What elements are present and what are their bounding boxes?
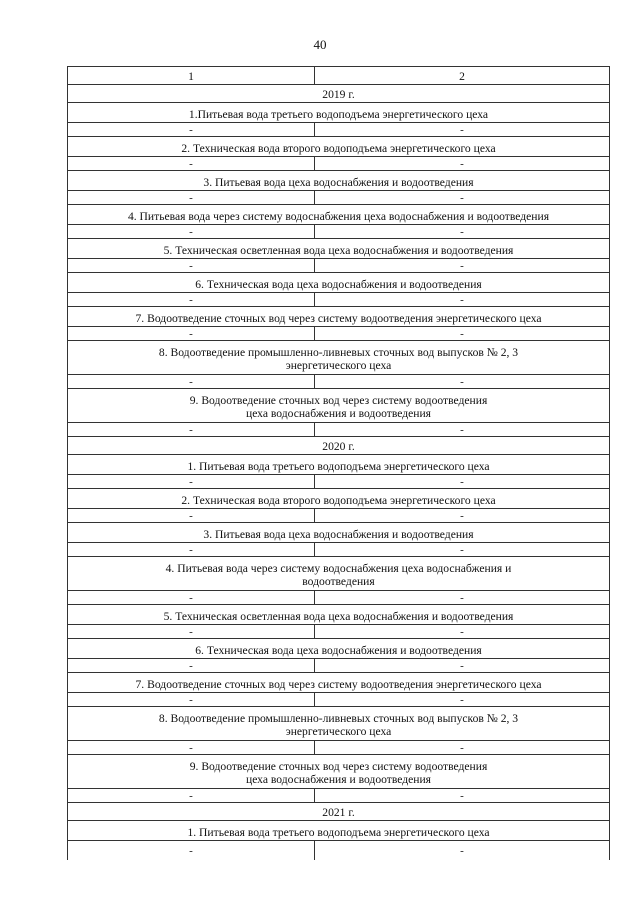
value-cell-column-2: - <box>315 475 610 489</box>
section-heading-row <box>68 639 610 659</box>
section-heading-line-1: 4. Питьевая вода через систему водоснабжения цеха водоснабжения и <box>165 562 512 575</box>
section-heading <box>68 389 610 423</box>
value-row <box>68 693 610 707</box>
value-cell-column-2: - <box>315 123 610 137</box>
table-body <box>68 67 610 861</box>
section-heading <box>68 707 610 741</box>
year-row <box>68 437 610 455</box>
value-row <box>68 625 610 639</box>
page-number: 40 <box>313 37 327 52</box>
value-cell-column-1: - <box>68 293 315 307</box>
section-heading-line-2: цеха водоснабжения и водоотведения <box>245 773 432 786</box>
section-heading: 1. Питьевая вода третьего водоподъема энергетического цеха <box>68 455 610 475</box>
value-cell-column-1: - <box>68 841 315 861</box>
column-number-row <box>68 67 610 85</box>
value-row <box>68 841 610 861</box>
section-heading-line-2: энергетического цеха <box>285 725 392 738</box>
section-heading: 5. Техническая осветленная вода цеха водоснабжения и водоотведения <box>68 239 610 259</box>
section-heading: 1. Питьевая вода третьего водоподъема энергетического цеха <box>68 821 610 841</box>
section-heading-line-1: 8. Водоотведение промышленно-ливневых сточных вод выпусков № 2, 3 <box>158 712 519 725</box>
section-heading-line-2: цеха водоснабжения и водоотведения <box>245 407 432 420</box>
value-cell-column-2: - <box>315 375 610 389</box>
value-cell-column-2: - <box>315 293 610 307</box>
section-heading-line-2: энергетического цеха <box>285 359 392 372</box>
value-cell-column-1: - <box>68 475 315 489</box>
value-cell-column-2: - <box>315 625 610 639</box>
section-heading-row <box>68 307 610 327</box>
year-row <box>68 803 610 821</box>
section-heading: 4. Питьевая вода через систему водоснабжения цеха водоснабжения и водоотведения <box>68 205 610 225</box>
value-cell-column-2: - <box>315 327 610 341</box>
value-cell-column-2: - <box>315 423 610 437</box>
document-table <box>67 66 610 860</box>
value-row <box>68 191 610 205</box>
value-cell-column-2: - <box>315 259 610 273</box>
value-row <box>68 509 610 523</box>
section-heading-line-2: водоотведения <box>302 575 375 588</box>
year-label: 2021 г. <box>68 803 610 821</box>
value-cell-column-2: - <box>315 659 610 673</box>
year-label: 2020 г. <box>68 437 610 455</box>
section-heading-row <box>68 673 610 693</box>
value-cell-column-1: - <box>68 543 315 557</box>
value-cell-column-1: - <box>68 225 315 239</box>
value-cell-column-2: - <box>315 841 610 861</box>
section-heading-row <box>68 489 610 509</box>
section-heading: 7. Водоотведение сточных вод через систему водоотведения энергетического цеха <box>68 673 610 693</box>
value-cell-column-1: - <box>68 789 315 803</box>
value-cell-column-1: - <box>68 327 315 341</box>
section-heading: 2. Техническая вода второго водоподъема энергетического цеха <box>68 489 610 509</box>
value-cell-column-1: - <box>68 659 315 673</box>
value-row <box>68 259 610 273</box>
section-heading-line-1: 8. Водоотведение промышленно-ливневых сточных вод выпусков № 2, 3 <box>158 346 519 359</box>
section-heading-row <box>68 557 610 591</box>
value-row <box>68 327 610 341</box>
value-cell-column-1: - <box>68 191 315 205</box>
value-row <box>68 123 610 137</box>
section-heading-row <box>68 137 610 157</box>
column-number-2: 2 <box>315 67 610 85</box>
section-heading-row <box>68 523 610 543</box>
value-cell-column-1: - <box>68 157 315 171</box>
year-row <box>68 85 610 103</box>
section-heading-row <box>68 273 610 293</box>
value-row <box>68 375 610 389</box>
value-cell-column-1: - <box>68 591 315 605</box>
value-cell-column-2: - <box>315 509 610 523</box>
value-cell-column-1: - <box>68 123 315 137</box>
section-heading-row <box>68 389 610 423</box>
value-cell-column-2: - <box>315 591 610 605</box>
value-cell-column-2: - <box>315 543 610 557</box>
value-row <box>68 789 610 803</box>
section-heading-row <box>68 341 610 375</box>
value-row <box>68 157 610 171</box>
section-heading: 1.Питьевая вода третьего водоподъема энергетического цеха <box>68 103 610 123</box>
value-cell-column-2: - <box>315 225 610 239</box>
section-heading-row <box>68 205 610 225</box>
value-cell-column-1: - <box>68 375 315 389</box>
section-heading: 3. Питьевая вода цеха водоснабжения и водоотведения <box>68 523 610 543</box>
section-heading: 6. Техническая вода цеха водоснабжения и водоотведения <box>68 273 610 293</box>
value-cell-column-1: - <box>68 423 315 437</box>
section-heading-row <box>68 605 610 625</box>
section-heading-line-1: 9. Водоотведение сточных вод через систему водоотведения <box>189 394 488 407</box>
value-row <box>68 659 610 673</box>
section-heading <box>68 755 610 789</box>
value-cell-column-1: - <box>68 625 315 639</box>
value-row <box>68 591 610 605</box>
section-heading: 6. Техническая вода цеха водоснабжения и водоотведения <box>68 639 610 659</box>
value-cell-column-1: - <box>68 741 315 755</box>
section-heading: 5. Техническая осветленная вода цеха водоснабжения и водоотведения <box>68 605 610 625</box>
value-cell-column-1: - <box>68 509 315 523</box>
section-heading-row <box>68 755 610 789</box>
section-heading-row <box>68 103 610 123</box>
value-row <box>68 475 610 489</box>
section-heading: 2. Техническая вода второго водоподъема энергетического цеха <box>68 137 610 157</box>
section-heading: 7. Водоотведение сточных вод через систему водоотведения энергетического цеха <box>68 307 610 327</box>
year-label: 2019 г. <box>68 85 610 103</box>
value-row <box>68 741 610 755</box>
value-cell-column-2: - <box>315 693 610 707</box>
value-cell-column-2: - <box>315 191 610 205</box>
value-cell-column-1: - <box>68 259 315 273</box>
section-heading-line-1: 9. Водоотведение сточных вод через систему водоотведения <box>189 760 488 773</box>
section-heading-row <box>68 821 610 841</box>
value-row <box>68 543 610 557</box>
value-row <box>68 225 610 239</box>
column-number-1: 1 <box>68 67 315 85</box>
value-cell-column-2: - <box>315 157 610 171</box>
value-cell-column-2: - <box>315 741 610 755</box>
value-row <box>68 293 610 307</box>
value-cell-column-2: - <box>315 789 610 803</box>
section-heading-row <box>68 455 610 475</box>
section-heading: 3. Питьевая вода цеха водоснабжения и водоотведения <box>68 171 610 191</box>
section-heading-row <box>68 239 610 259</box>
value-row <box>68 423 610 437</box>
section-heading <box>68 557 610 591</box>
section-heading <box>68 341 610 375</box>
value-cell-column-1: - <box>68 693 315 707</box>
section-heading-row <box>68 707 610 741</box>
section-heading-row <box>68 171 610 191</box>
